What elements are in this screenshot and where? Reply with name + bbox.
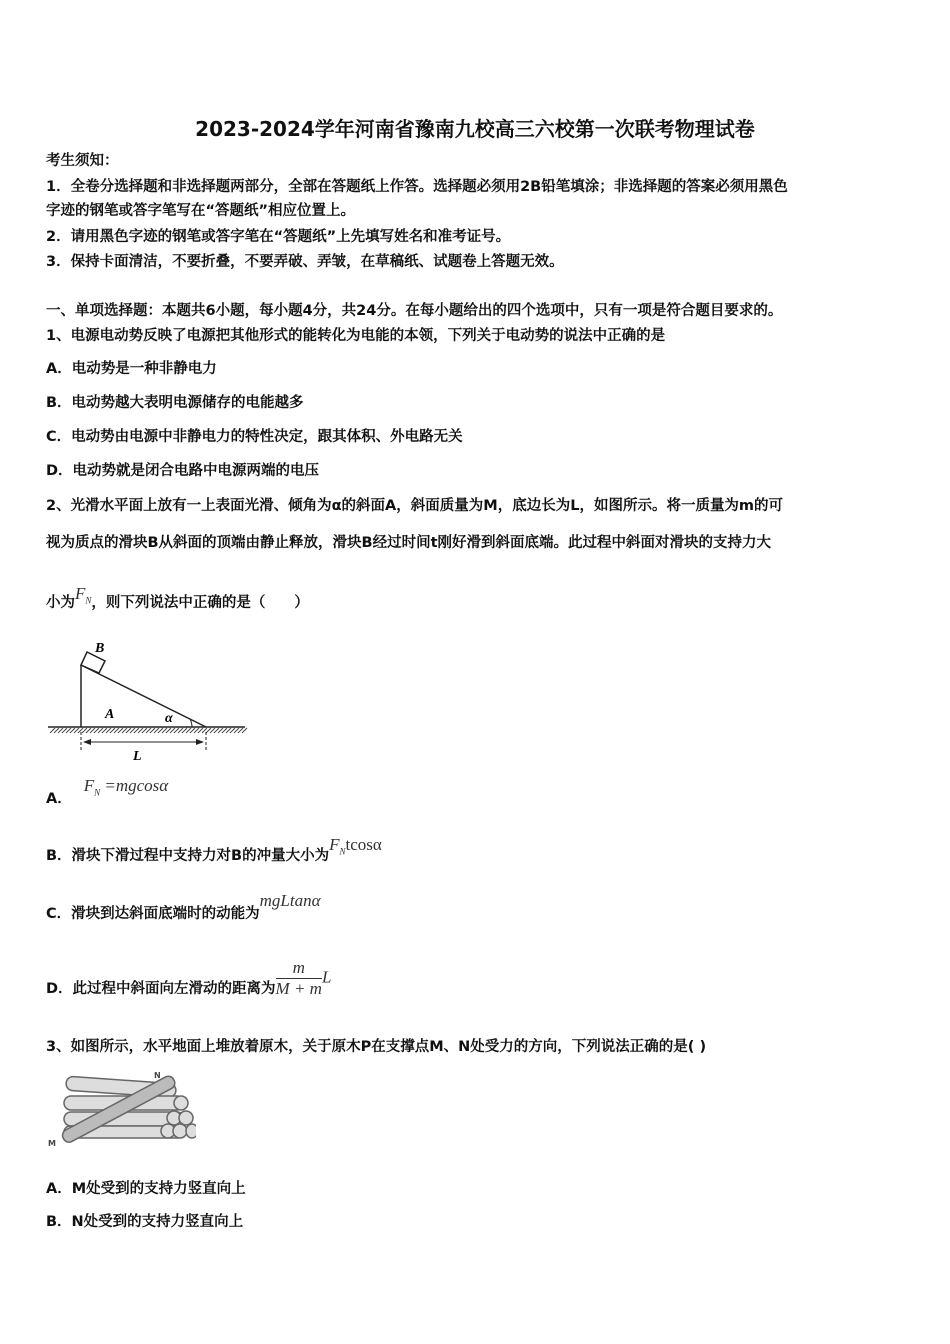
- notice-line: 2．请用黑色字迹的钢笔或答字笔在“答题纸”上先填写姓名和准考证号。: [46, 229, 511, 245]
- math-expr: mgLtanα: [259, 891, 321, 910]
- logs-figure: [46, 1068, 196, 1148]
- page-title: 2023-2024学年河南省豫南九校高三六校第一次联考物理试卷: [195, 117, 755, 141]
- section-heading: 一、单项选择题：本题共6小题，每小题4分，共24分。在每小题给出的四个选项中，只有一项是符合题目要求的。: [46, 303, 783, 319]
- q1-option-d: D．电动势就是闭合电路中电源两端的电压: [46, 463, 320, 479]
- option-label: B．滑块下滑过程中支持力对B的冲量大小为: [46, 848, 330, 864]
- option-label: C．滑块到达斜面底端时的动能为: [46, 906, 260, 922]
- question-2-stem: [46, 584, 309, 618]
- incline-figure: [45, 640, 250, 765]
- option-label: D．此过程中斜面向左滑动的距离为: [46, 980, 276, 997]
- label-a: A: [105, 707, 115, 722]
- notice-line: 字迹的钢笔或答字笔写在“答题纸”相应位置上。: [46, 203, 356, 219]
- math-l: L: [321, 967, 332, 987]
- option-label: A．: [46, 791, 72, 807]
- q2-option-c: [46, 891, 321, 924]
- label-b: B: [95, 641, 105, 656]
- notice-line: 3．保持卡面清洁，不要折叠，不要弄破、弄皱，在草稿纸、试题卷上答题无效。: [46, 254, 564, 270]
- question-2-stem: 视为质点的滑块B从斜面的顶端由静止释放，滑块B经过时间t刚好滑到斜面底端。此过程中斜面对滑块的支持力大: [46, 535, 772, 551]
- math-n: N: [85, 595, 92, 606]
- math-n: N: [94, 787, 101, 798]
- label-alpha: α: [165, 711, 173, 726]
- math-expr: =mgcosα: [104, 776, 169, 795]
- label-l: L: [133, 749, 142, 764]
- math-expr: tcosα: [345, 835, 382, 854]
- q1-option-b: B．电动势越大表明电源储存的电能越多: [46, 395, 304, 411]
- math-f: F: [75, 584, 86, 603]
- question-3-stem: 3、如图所示，水平地面上堆放着原木，关于原木P在支撑点M、N处受力的方向，下列说法正确的是( ): [46, 1039, 707, 1055]
- fraction-numerator: m: [276, 958, 322, 979]
- q2-option-a: [46, 776, 169, 807]
- q3-option-a: A．M处受到的支持力竖直向上: [46, 1181, 246, 1197]
- math-f: F: [329, 835, 340, 854]
- text: ，则下列说法中正确的是（ ）: [91, 595, 309, 611]
- q3-option-b: B．N处受到的支持力竖直向上: [46, 1214, 244, 1230]
- notice-heading: 考生须知：: [46, 153, 119, 169]
- q2-option-d: [46, 958, 331, 999]
- question-1-stem: 1、电源电动势反映了电源把其他形式的能转化为电能的本领，下列关于电动势的说法中正确的是: [46, 328, 666, 344]
- question-2-stem: 2、光滑水平面上放有一上表面光滑、倾角为α的斜面A，斜面质量为M，底边长为L，如图所示。将一质量为m的可: [46, 498, 784, 514]
- text: 小为: [46, 595, 75, 611]
- notice-line: 1．全卷分选择题和非选择题两部分，全部在答题纸上作答。选择题必须用2B铅笔填涂；非选择题的答案必须用黑色: [46, 179, 788, 195]
- math-f: F: [83, 776, 95, 795]
- q1-option-c: C．电动势由电源中非静电力的特性决定，跟其体积、外电路无关: [46, 429, 463, 445]
- label-n: N: [154, 1071, 161, 1080]
- fraction-denominator: M + m: [275, 979, 322, 998]
- math-n: N: [339, 846, 346, 857]
- q1-option-a: A．电动势是一种非静电力: [46, 361, 217, 377]
- label-m: M: [48, 1139, 56, 1148]
- ground-hatch: [50, 728, 247, 733]
